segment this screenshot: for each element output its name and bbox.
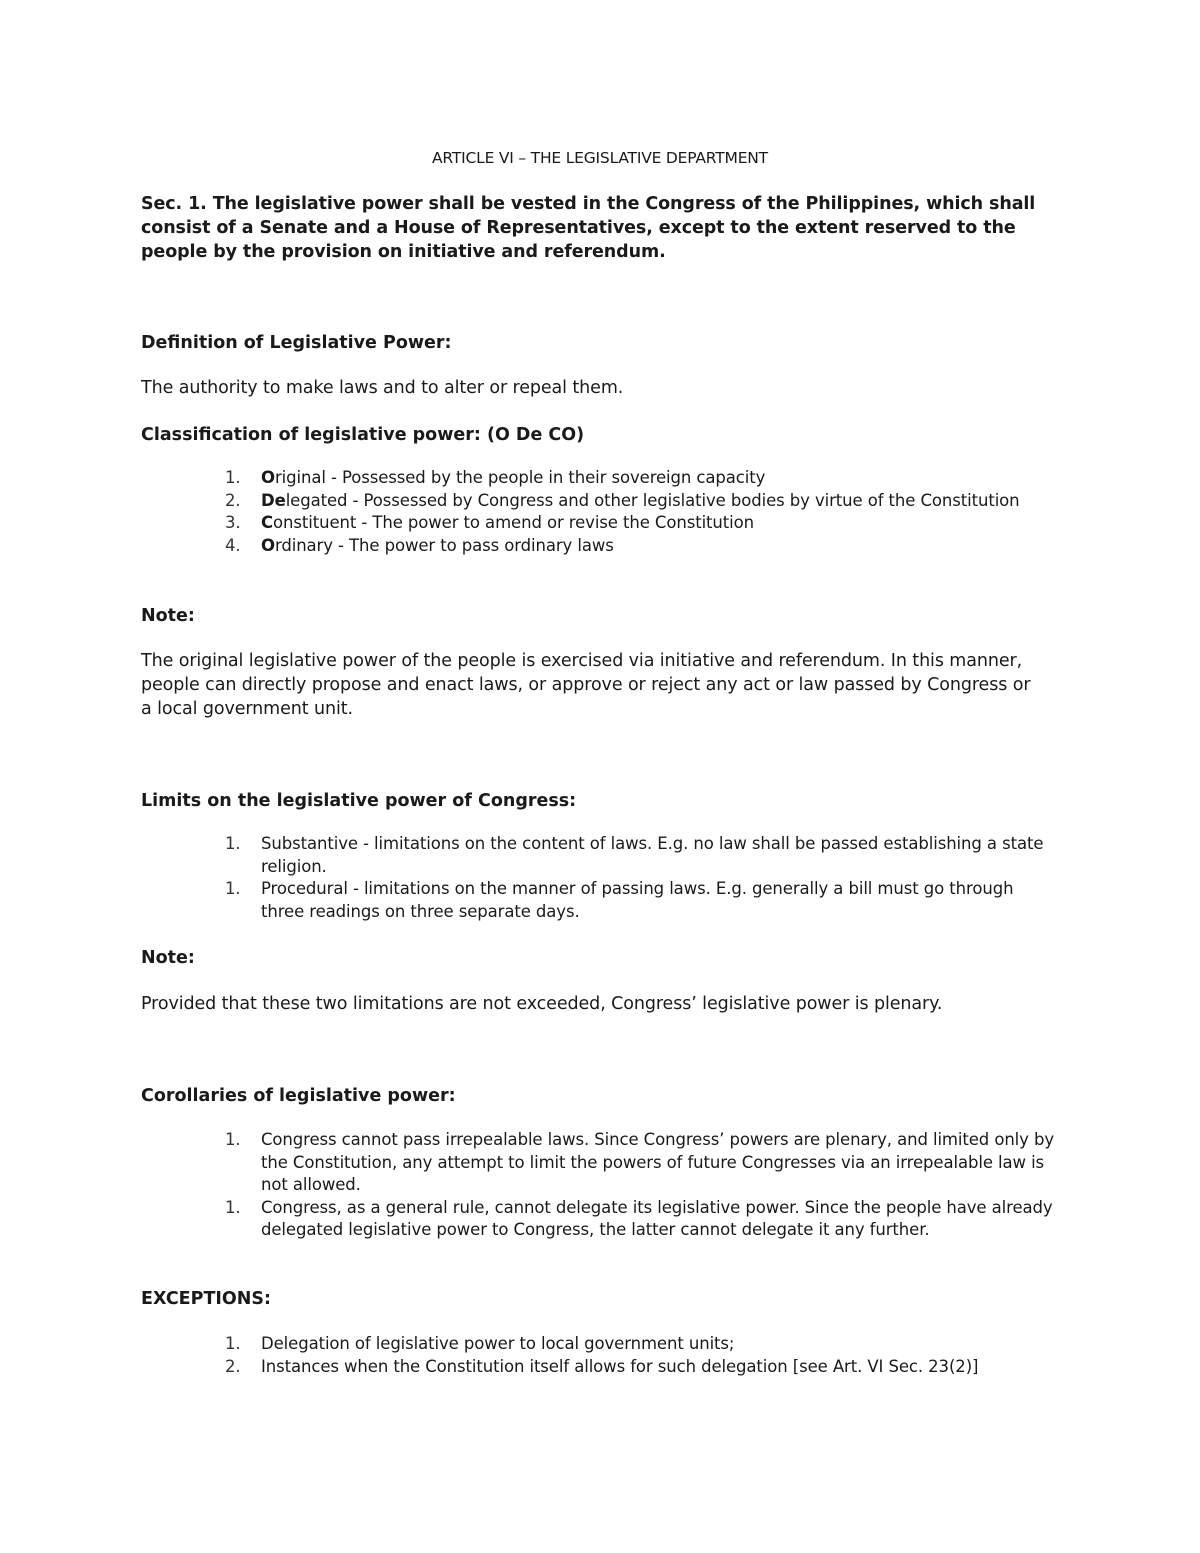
note-text: The original legislative power of the people is exercised via initiative and referendum. In this manner, people can directly propose and enact laws, or approve or reject any act or law passed by Congress or a local government unit.: [141, 651, 1031, 719]
mnemonic-letter: O: [261, 468, 275, 487]
list-number: 1.: [225, 468, 241, 487]
mnemonic-letter: C: [261, 513, 274, 533]
classification-heading: Classification of legislative power: (O De CO): [141, 425, 585, 445]
definition-text: The authority to make laws and to alter or repeal them.: [141, 378, 624, 398]
list-item: [141, 512, 1061, 535]
list-number: 1.: [225, 1130, 241, 1149]
list-item: [141, 878, 1061, 923]
list-item-text: Delegation of legislative power to local government units;: [261, 1334, 735, 1353]
list-number: 1.: [225, 879, 241, 899]
exceptions-list: [141, 1333, 1061, 1378]
list-number: 1.: [225, 834, 241, 853]
list-item-text: onstituent - The power to amend or revise the Constitution: [273, 513, 754, 533]
list-number: 1.: [225, 1197, 241, 1217]
limits-heading: Limits on the legislative power of Congress:: [141, 791, 577, 811]
section-1-text: Sec. 1. The legislative power shall be vested in the Congress of the Philippines, which shall consist of a Senate and a House of Representatives, except to the extent reserved to the people by the provision on initiative and referendum.: [141, 194, 1036, 262]
corollaries-heading: Corollaries of legislative power:: [141, 1086, 456, 1106]
list-item: [141, 1356, 1061, 1379]
list-number: 2.: [225, 1356, 241, 1376]
note-text: Provided that these two limitations are not exceeded, Congress’ legislative power is plenary.: [141, 994, 943, 1014]
list-item-text: Congress, as a general rule, cannot delegate its legislative power. Since the people have already delegated legislative power to Congress, the latter cannot delegate it any further.: [261, 1197, 1053, 1240]
exceptions-heading: EXCEPTIONS:: [141, 1289, 272, 1309]
list-number: 3.: [225, 513, 241, 533]
list-number: 1.: [225, 1334, 241, 1353]
limits-list: [141, 833, 1061, 923]
list-item: [141, 833, 1061, 878]
list-item: [141, 535, 1061, 558]
list-item: [141, 1129, 1061, 1197]
list-item-text: legated - Possessed by Congress and other legislative bodies by virtue of the Constitution: [285, 490, 1020, 510]
list-number: 4.: [225, 535, 241, 555]
list-item: [141, 467, 1061, 490]
list-item: [141, 490, 1061, 513]
list-item: [141, 1197, 1061, 1242]
list-item-text: riginal - Possessed by the people in their sovereign capacity: [274, 468, 766, 487]
list-item-text: Procedural - limitations on the manner of passing laws. E.g. generally a bill must go through three readings on three separate days.: [261, 879, 1014, 921]
mnemonic-letter: De: [261, 490, 286, 510]
mnemonic-letter: O: [261, 535, 275, 555]
list-item-text: Substantive - limitations on the content of laws. E.g. no law shall be passed establishing a state religion.: [261, 834, 1044, 876]
list-item-text: rdinary - The power to pass ordinary laws: [274, 535, 614, 555]
list-item: [141, 1333, 1061, 1356]
corollaries-list: [141, 1129, 1061, 1242]
definition-heading: Definition of Legislative Power:: [141, 333, 452, 353]
note-heading: Note:: [141, 606, 195, 626]
note-heading: Note:: [141, 948, 195, 968]
document-title: ARTICLE VI – THE LEGISLATIVE DEPARTMENT: [432, 149, 768, 167]
classification-list: [141, 467, 1061, 557]
list-item-text: Instances when the Constitution itself allows for such delegation [see Art. VI Sec. 23(2)]: [261, 1356, 979, 1376]
list-number: 2.: [225, 490, 241, 510]
list-item-text: Congress cannot pass irrepealable laws. Since Congress’ powers are plenary, and limited only by the Constitution, any attempt to limit the powers of future Congresses via an irrepealable law is not allowed.: [261, 1130, 1055, 1195]
